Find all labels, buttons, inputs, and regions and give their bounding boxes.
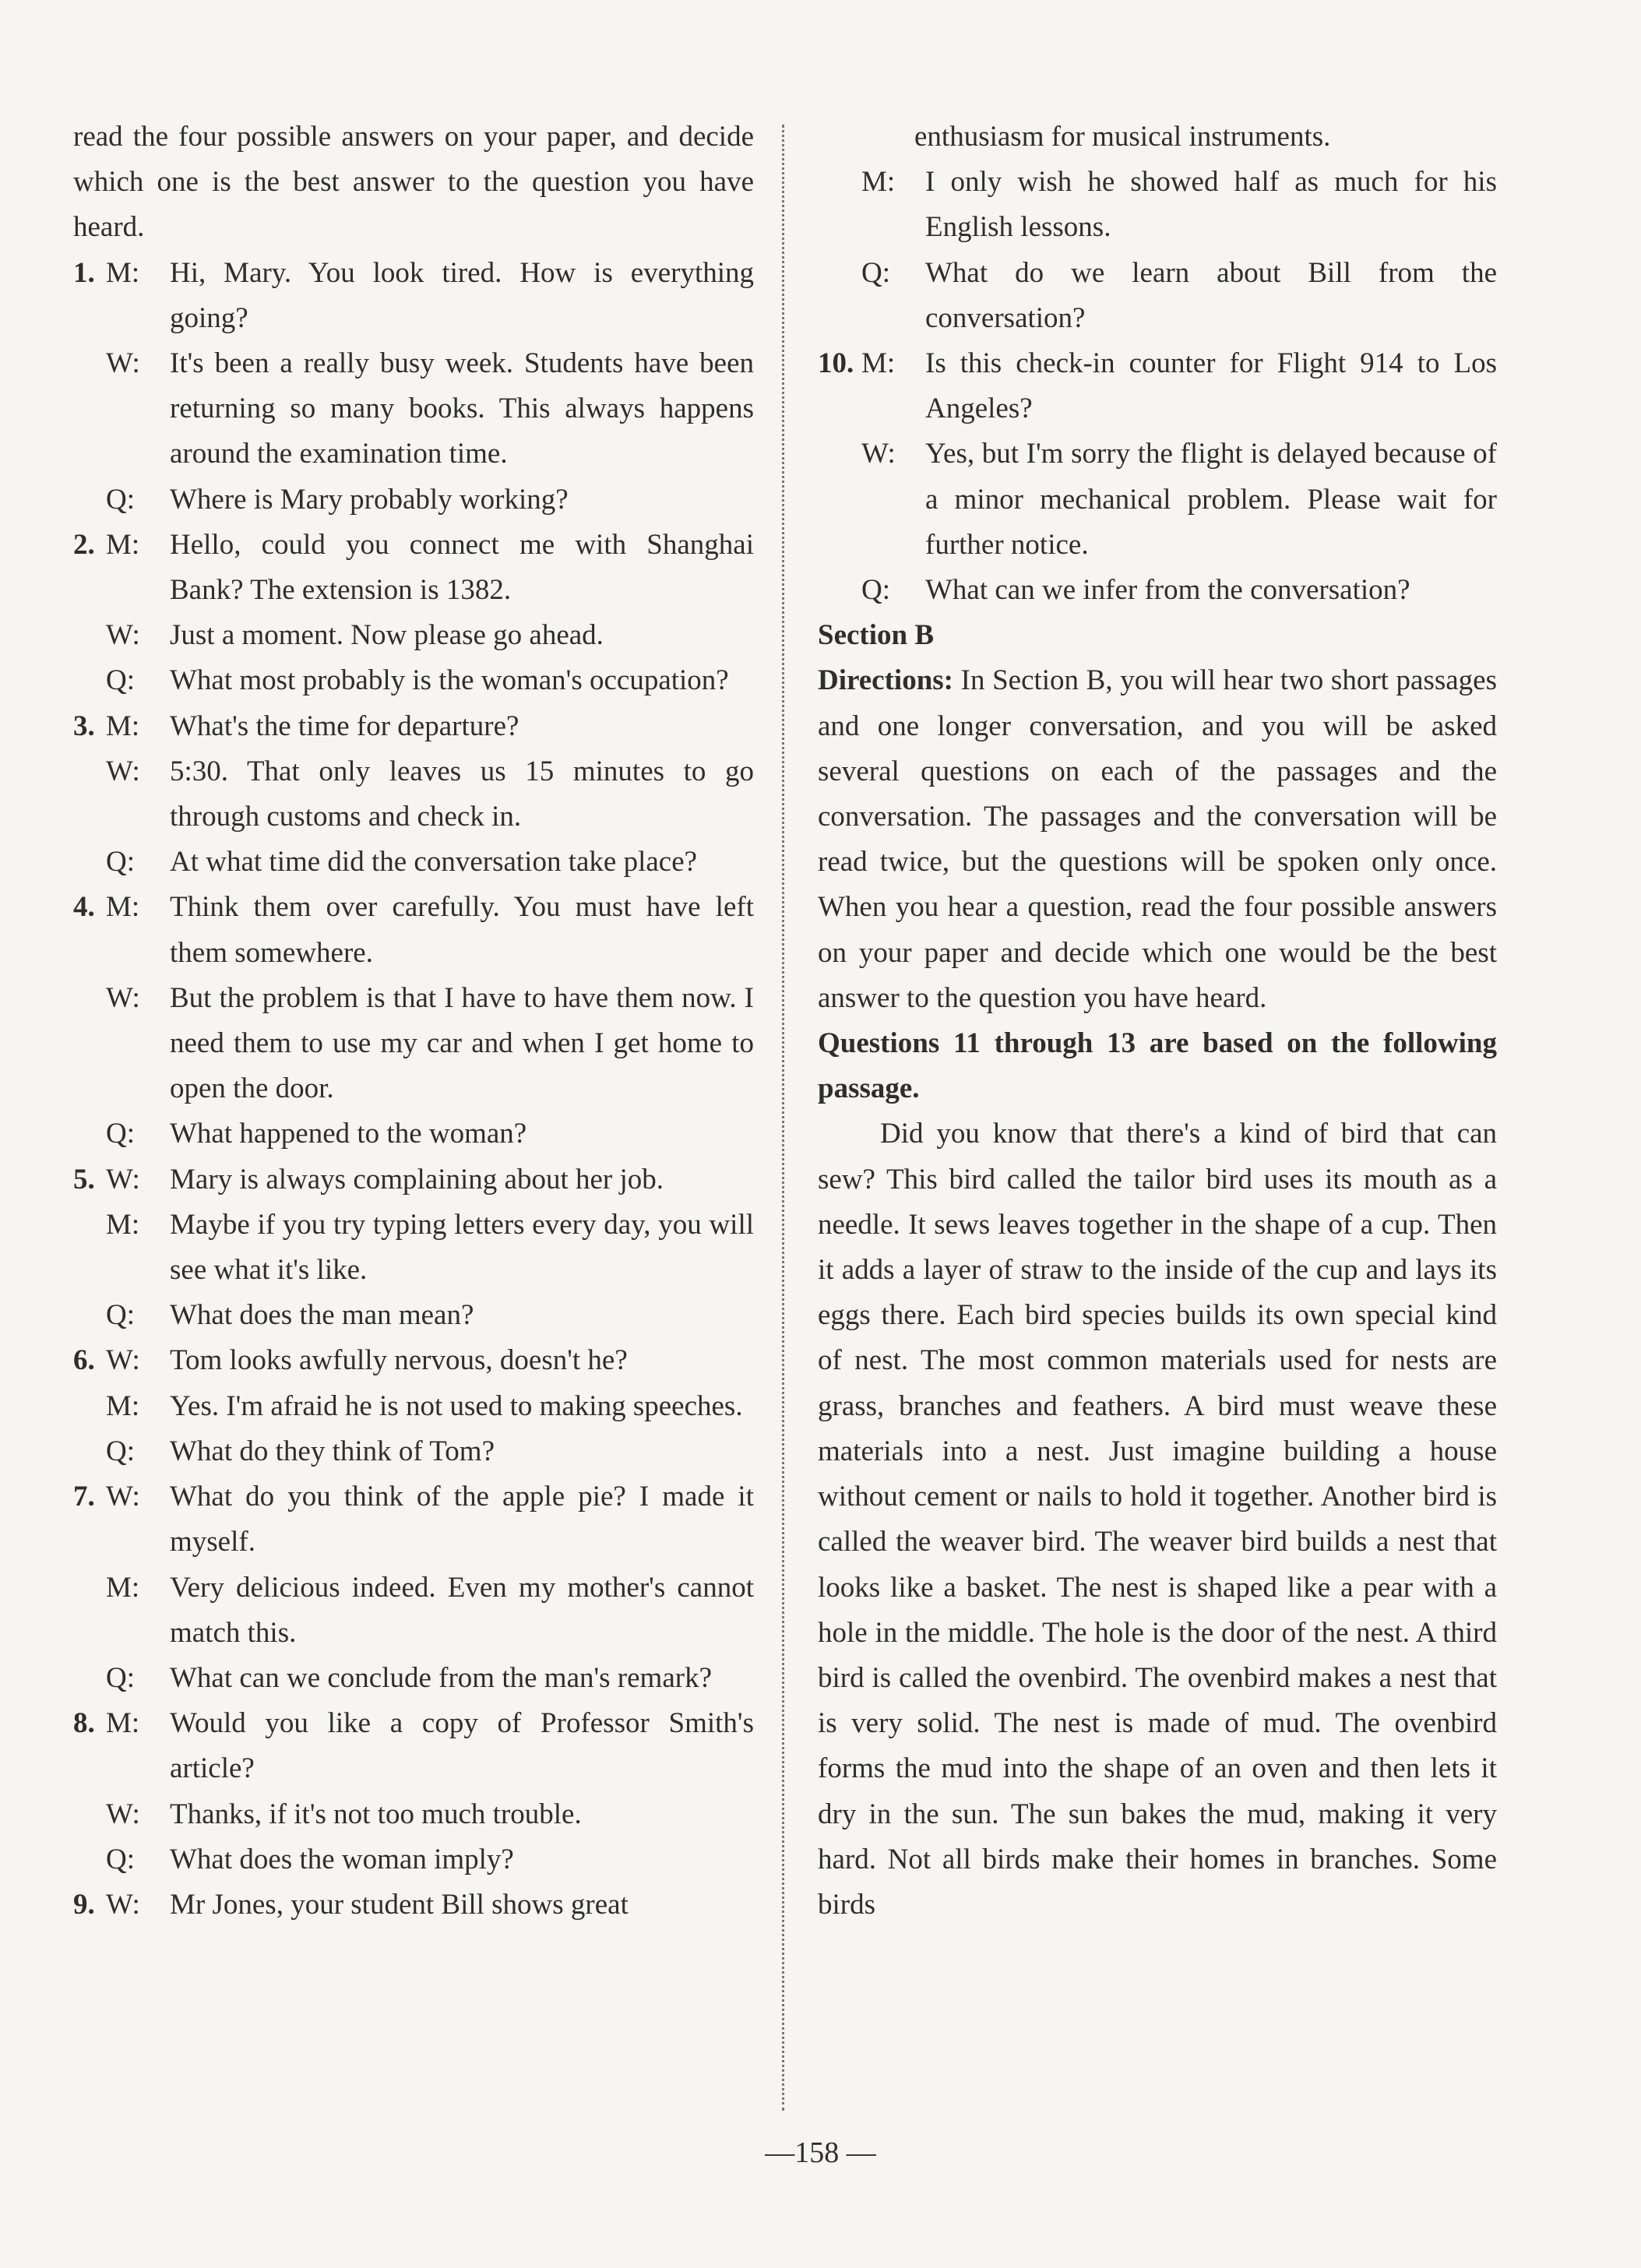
- dialogue-line: [73, 1384, 754, 1429]
- dialogue-text: What do you think of the apple pie? I made it myself.: [170, 1481, 754, 1558]
- speaker: Q:: [106, 846, 135, 879]
- dialogue-text: What's the time for departure?: [170, 710, 519, 742]
- dialogue-text: But the problem is that I have to have them now. I need them to use my car and when I get home to open the door.: [170, 981, 754, 1105]
- dialogue-item-4: [73, 885, 754, 975]
- speaker: W:: [106, 1163, 140, 1196]
- question-line: [73, 477, 754, 523]
- dialogue-text: Hello, could you connect me with Shanghai Bank? The extension is 1382.: [170, 528, 754, 607]
- speaker: W:: [106, 1481, 140, 1513]
- question-text: What do we learn about Bill from the conversation?: [925, 256, 1497, 334]
- speaker: M:: [106, 1389, 140, 1422]
- speaker: W:: [106, 1888, 140, 1921]
- right-column: [818, 114, 1497, 1928]
- item-number: 2.: [73, 528, 95, 561]
- speaker: M:: [106, 891, 140, 924]
- item-number: 1.: [73, 256, 95, 289]
- speaker: Q:: [106, 1299, 135, 1332]
- page-number: —158 —: [765, 2136, 876, 2169]
- speaker: M:: [106, 256, 140, 289]
- item-number: 7.: [73, 1481, 95, 1513]
- dialogue-item-9: [73, 1882, 754, 1928]
- dialogue-item-3: [73, 704, 754, 749]
- speaker: M:: [861, 166, 896, 199]
- dialogue-text: Mr Jones, your student Bill shows great: [170, 1888, 629, 1921]
- dialogue-line: [73, 1565, 754, 1656]
- question-line: [73, 1837, 754, 1882]
- dialogue-text: I only wish he showed half as much for his English lessons.: [925, 166, 1497, 244]
- intro-text: read the four possible answers on your paper, and decide which one is the best answer to the question you have heard.: [73, 121, 754, 244]
- dialogue-item-2: [73, 523, 754, 613]
- dialogue-item-8: [73, 1701, 754, 1791]
- directions-text: In Section B, you will hear two short passages and one longer conversation, and you will be asked several questions on each of the passages and the conversation. The passages and the conversation will be read twice, but the questions will be spoken only once. When you hear a question, read the four possible answers on your paper and decide which one would be the best answer to the question you have heard.: [818, 664, 1498, 1014]
- speaker: W:: [106, 347, 140, 380]
- question-line: [73, 1656, 754, 1701]
- speaker: Q:: [861, 574, 890, 607]
- speaker: M:: [106, 1208, 140, 1241]
- speaker: W:: [106, 1344, 140, 1377]
- dialogue-line: [818, 431, 1497, 568]
- dialogue-text: Mary is always complaining about her job.: [170, 1163, 664, 1196]
- speaker: Q:: [106, 1661, 135, 1694]
- dialogue-text: Thanks, if it's not too much trouble.: [170, 1798, 582, 1830]
- speaker: Q:: [106, 483, 135, 516]
- item-number: 10.: [818, 347, 854, 380]
- left-column: [73, 114, 754, 1928]
- speaker: M:: [106, 1571, 140, 1604]
- column-divider: [782, 125, 784, 2111]
- dialogue-item-7: [73, 1474, 754, 1565]
- item-number: 6.: [73, 1344, 95, 1377]
- question-text: Where is Mary probably working?: [170, 483, 569, 516]
- dialogue-item-1: [73, 251, 754, 341]
- dialogue-text: Yes. I'm afraid he is not used to making speeches.: [170, 1389, 743, 1422]
- dialogue-item-10: [818, 341, 1497, 431]
- dialogue-line: [73, 613, 754, 658]
- speaker: M:: [861, 347, 896, 380]
- dialogue-line: [818, 160, 1497, 250]
- dialogue-line: [73, 341, 754, 477]
- item-number: 3.: [73, 710, 95, 742]
- dialogue-text: Maybe if you try typing letters every day, you will see what it's like.: [170, 1208, 754, 1287]
- question-line: [73, 1429, 754, 1474]
- dialogue-line: [73, 1203, 754, 1293]
- speaker: Q:: [106, 1435, 135, 1467]
- questions-heading: Questions 11 through 13 are based on the following passage.: [818, 1027, 1497, 1105]
- speaker: W:: [861, 438, 896, 470]
- dialogue-text: Is this check-in counter for Flight 914 to Los Angeles?: [925, 347, 1497, 425]
- item-number: 9.: [73, 1888, 95, 1921]
- question-text: What most probably is the woman's occupation?: [170, 664, 729, 697]
- speaker: Q:: [861, 256, 890, 289]
- item-number: 5.: [73, 1163, 95, 1196]
- dialogue-line: [73, 976, 754, 1112]
- question-line: [73, 840, 754, 885]
- question-text: What happened to the woman?: [170, 1118, 527, 1150]
- speaker: W:: [106, 619, 140, 652]
- question-text: What do they think of Tom?: [170, 1435, 495, 1467]
- section-title: Section B: [818, 619, 935, 652]
- dialogue-text: Would you like a copy of Professor Smith's article?: [170, 1707, 754, 1785]
- dialogue-line: [73, 749, 754, 840]
- dialogue-text: Think them over carefully. You must have left them somewhere.: [170, 891, 754, 969]
- dialogue-text: Just a moment. Now please go ahead.: [170, 619, 604, 652]
- passage-text: Did you know that there's a kind of bird that can sew? This bird called the tailor bird uses its mouth as a needle. It sews leaves together in the shape of a cup. Then it adds a layer of straw to the inside of the cup and lays its eggs there. Each bird species builds its own special kind of nest. The most common materials used for nests are grass, branches and feathers. A bird must weave these materials into a nest. Just imagine building a house without cement or nails to hold it together. Another bird is called the weaver bird. The weaver bird builds a nest that looks like a basket. The nest is shaped like a pear with a hole in the middle. The hole is the door of the nest. A third bird is called the ovenbird. The ovenbird makes a nest that is very solid. The nest is made of mud. The ovenbird forms the mud into the shape of an oven and then lets it dry in the sun. The sun bakes the mud, making it very hard. Not all birds make their homes in branches. Some birds: [818, 1118, 1497, 1921]
- dialogue-item-5: [73, 1157, 754, 1203]
- speaker: M:: [106, 710, 140, 742]
- question-text: What can we conclude from the man's remark?: [170, 1661, 712, 1694]
- question-text: At what time did the conversation take place?: [170, 846, 698, 879]
- question-line: [818, 568, 1497, 613]
- speaker: W:: [106, 755, 140, 787]
- dialogue-text: 5:30. That only leaves us 15 minutes to go through customs and check in.: [170, 755, 754, 833]
- speaker: Q:: [106, 1843, 135, 1875]
- question-line: [73, 658, 754, 703]
- question-line: [73, 1293, 754, 1338]
- dialogue-text: Yes, but I'm sorry the flight is delayed because of a minor mechanical problem. Please wait for further notice.: [925, 438, 1497, 561]
- question-line: [73, 1111, 754, 1157]
- question-line: [818, 251, 1497, 341]
- speaker: W:: [106, 981, 140, 1014]
- dialogue-text: Very delicious indeed. Even my mother's cannot match this.: [170, 1571, 754, 1649]
- speaker: M:: [106, 1707, 140, 1740]
- question-text: What does the woman imply?: [170, 1843, 514, 1875]
- item-number: 8.: [73, 1707, 95, 1740]
- speaker: Q:: [106, 1118, 135, 1150]
- dialogue-text: Tom looks awfully nervous, doesn't he?: [170, 1344, 628, 1377]
- item-number: 4.: [73, 891, 95, 924]
- dialogue-continuation: enthusiasm for musical instruments.: [914, 121, 1331, 153]
- directions: [818, 658, 1497, 1021]
- directions-label: Directions:: [818, 664, 953, 697]
- dialogue-item-6: [73, 1338, 754, 1383]
- dialogue-line: [73, 1792, 754, 1837]
- dialogue-text: It's been a really busy week. Students have been returning so many books. This always happens around the examination time.: [170, 347, 754, 470]
- dialogue-text: Hi, Mary. You look tired. How is everything going?: [170, 256, 754, 334]
- speaker: M:: [106, 528, 140, 561]
- speaker: Q:: [106, 664, 135, 697]
- question-text: What can we infer from the conversation?: [925, 574, 1410, 607]
- question-text: What does the man mean?: [170, 1299, 474, 1332]
- speaker: W:: [106, 1798, 140, 1830]
